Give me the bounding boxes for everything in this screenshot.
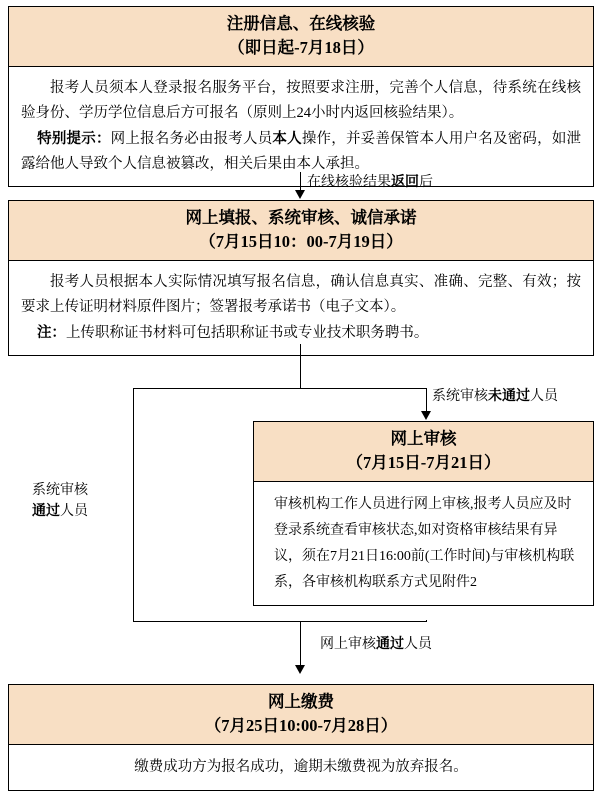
- node-register-paragraph-1: 报考人员须本人登录报名服务平台，按照要求注册，完善个人信息，待系统在线核验身份、学历学位信息后方可报名（原则上24小时内返回核验结果）。: [21, 79, 581, 122]
- node-register-paragraph-2-b: 操作，并妥善保管本人用户名及密码，如泄露给他人导致个人信息被篡改，相关后果由本人承担。: [21, 130, 582, 172]
- node-register-paragraph-2-a: 网上报名务必由报考人员: [110, 130, 273, 147]
- node-register-notice-label: 特别提示：: [36, 130, 111, 147]
- node-online-fill-paragraph-2: [21, 321, 581, 346]
- edge-label-review-failed-prefix: 系统审核: [432, 389, 488, 404]
- node-online-fill-title: [9, 201, 593, 261]
- edge-label-online-review-passed-prefix: 网上审核: [320, 637, 376, 652]
- node-online-fill-body: [9, 261, 593, 355]
- node-register-body: [9, 67, 593, 187]
- connector-to-payment-line: [300, 621, 301, 666]
- node-online-review-title-line2: （7月15日-7月21日）: [346, 452, 501, 472]
- edge-label-verify-returned-bold: 返回: [391, 175, 419, 190]
- edge-label-online-review-passed-suffix: 人员: [404, 637, 432, 652]
- node-online-fill-paragraph-1: 报考人员根据本人实际情况填写报名信息，确认信息真实、准确、完整、有效；按要求上传证明材料原件图片；签署报考承诺书（电子文本）。: [21, 273, 581, 316]
- node-online-fill-paragraph-2-a: 上传职称证书材料可包括职称证书或专业技术职务聘书。: [65, 324, 429, 341]
- node-register-paragraph-2: [21, 127, 581, 178]
- node-payment-title-line2: （7月25日10:00-7月28日）: [204, 715, 398, 735]
- node-online-review-title-line1: 网上审核: [390, 429, 457, 448]
- node-online-review-title: [254, 422, 593, 482]
- node-online-fill-title-line2: （7月15日10：00-7月19日）: [199, 231, 403, 251]
- connector-to-review-line: [426, 388, 427, 412]
- node-payment-title-line1: 网上缴费: [268, 692, 334, 711]
- edge-label-verify-returned-suffix: 后: [419, 175, 433, 190]
- edge-label-online-review-passed: [320, 634, 432, 655]
- connector-register-to-fill-line: [300, 172, 301, 192]
- edge-label-system-passed: [32, 480, 132, 522]
- connector-register-to-fill-arrow: [295, 190, 305, 199]
- node-payment-body: 缴费成功方为报名成功，逾期未缴费视为放弃报名。: [134, 758, 468, 775]
- node-register: [8, 6, 594, 187]
- node-online-fill-title-line1: 网上填报、系统审核、诚信承诺: [185, 208, 417, 227]
- connector-fill-split-stem: [300, 344, 301, 389]
- node-register-title-line1: 注册信息、在线核验: [226, 14, 376, 33]
- node-online-fill-note-label: 注：: [36, 324, 66, 341]
- edge-label-system-passed-bold: 通过: [32, 504, 60, 519]
- connector-review-across: [300, 621, 427, 622]
- node-online-fill: [8, 200, 594, 356]
- edge-label-verify-returned-prefix: 在线核验结果: [307, 175, 391, 190]
- node-online-review-body: 审核机构工作人员进行网上审核,报考人员应及时登录系统查看审核状态,如对资格审核结果有异议，须在7月21日16:00前(工作时间)与审核机构联系，各审核机构联系方式见附件2: [274, 496, 575, 590]
- connector-fill-split-bar: [133, 388, 427, 389]
- connector-left-branch-down: [133, 388, 134, 622]
- edge-label-system-passed-line2: [32, 501, 132, 522]
- edge-label-online-review-passed-bold: 通过: [376, 637, 404, 652]
- edge-label-review-failed: [432, 386, 558, 407]
- node-payment-title: [9, 685, 593, 745]
- connector-left-branch-across: [133, 621, 301, 622]
- node-payment: [8, 684, 594, 791]
- node-register-title-line2: （即日起-7月18日）: [228, 37, 374, 57]
- node-register-title: [9, 7, 593, 67]
- edge-label-review-failed-suffix: 人员: [530, 389, 558, 404]
- edge-label-review-failed-bold: 未通过: [488, 389, 530, 404]
- edge-label-system-passed-line1: 系统审核: [32, 483, 88, 498]
- connector-to-payment-arrow: [295, 665, 305, 674]
- node-online-review: [253, 421, 594, 606]
- connector-to-review-arrow: [421, 411, 431, 420]
- edge-label-system-passed-suffix: 人员: [60, 504, 88, 519]
- edge-label-verify-returned: [307, 172, 433, 193]
- node-register-self-emphasis: 本人: [272, 130, 302, 147]
